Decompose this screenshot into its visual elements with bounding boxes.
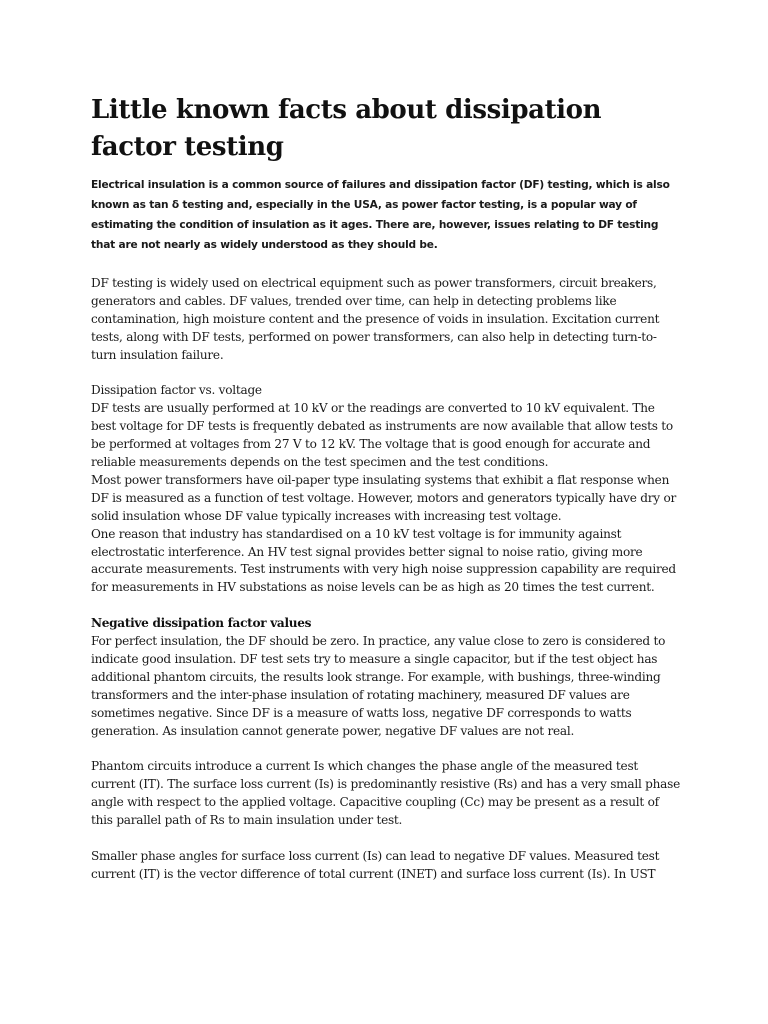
section-heading-voltage: Dissipation factor vs. voltage	[91, 383, 262, 398]
negative-df-paragraph-3: Smaller phase angles for surface loss current (Is) can lead to negative DF values. Measured test current (IT) is the vector difference of total current (INET) and surface loss current (Is). In UST	[91, 848, 660, 881]
section-heading-negative-df: Negative dissipation factor values	[91, 616, 312, 631]
spacer	[91, 597, 681, 615]
negative-df-paragraph-2: Phantom circuits introduce a current Is which changes the phase angle of the measured test current (IT). The surface loss current (Is) is predominantly resistive (Rs) and has a very small phase angle with respect to the applied voltage. Capacitive coupling (Cc) may be present as a result of this parallel path of Rs to main insulation under test.	[91, 759, 681, 828]
voltage-paragraph-1: DF tests are usually performed at 10 kV or the readings are converted to 10 kV equivalent. The best voltage for DF tests is frequently debated as instruments are now available that allow tests to be performed at voltages from 27 V to 12 kV. The voltage that is good enough for accurate and reliable measurements depends on the test specimen and the test conditions.	[91, 401, 673, 470]
negative-df-paragraph-1: For perfect insulation, the DF should be zero. In practice, any value close to zero is considered to indicate good insulation. DF test sets try to measure a single capacitor, but if the test object has additional phantom circuits, the results look strange. For example, with bushings, three-winding transformers and the inter-phase insulation of rotating machinery, measured DF values are sometimes negative. Since DF is a measure of watts loss, negative DF corresponds to watts generation. As insulation cannot generate power, negative DF values are not real.	[91, 634, 666, 738]
spacer	[91, 365, 681, 383]
intro-paragraph: DF testing is widely used on electrical equipment such as power transformers, circuit breakers, generators and cables. DF values, trended over time, can help in detecting problems like contamination, high moisture content and the presence of voids in insulation. Excitation current tests, along with DF tests, performed on power transformers, can also help in detecting turn-to-turn insulation failure.	[91, 276, 660, 362]
spacer	[91, 741, 681, 759]
spacer	[91, 830, 681, 848]
article-lead: Electrical insulation is a common source of failures and dissipation factor (DF) testing, which is also known as tan δ testing and, especially in the USA, as power factor testing, is a popular way of estimating the condition of insulation as it ages. There are, however, issues relating to DF testing that are not nearly as widely understood as they should be.	[91, 179, 670, 251]
article-title: Little known facts about dissipation factor testing	[91, 95, 602, 162]
voltage-paragraph-2: Most power transformers have oil-paper type insulating systems that exhibit a flat response when DF is measured as a function of test voltage. However, motors and generators typically have dry or solid insulation whose DF value typically increases with increasing test voltage.	[91, 472, 677, 523]
article	[91, 92, 681, 884]
voltage-paragraph-3: One reason that industry has standardised on a 10 kV test voltage is for immunity against electrostatic interference. An HV test signal provides better signal to noise ratio, giving more accurate measurements. Test instruments with very high noise suppression capability are required for measurements in HV substations as noise levels can be as high as 20 times the test current.	[91, 526, 676, 595]
